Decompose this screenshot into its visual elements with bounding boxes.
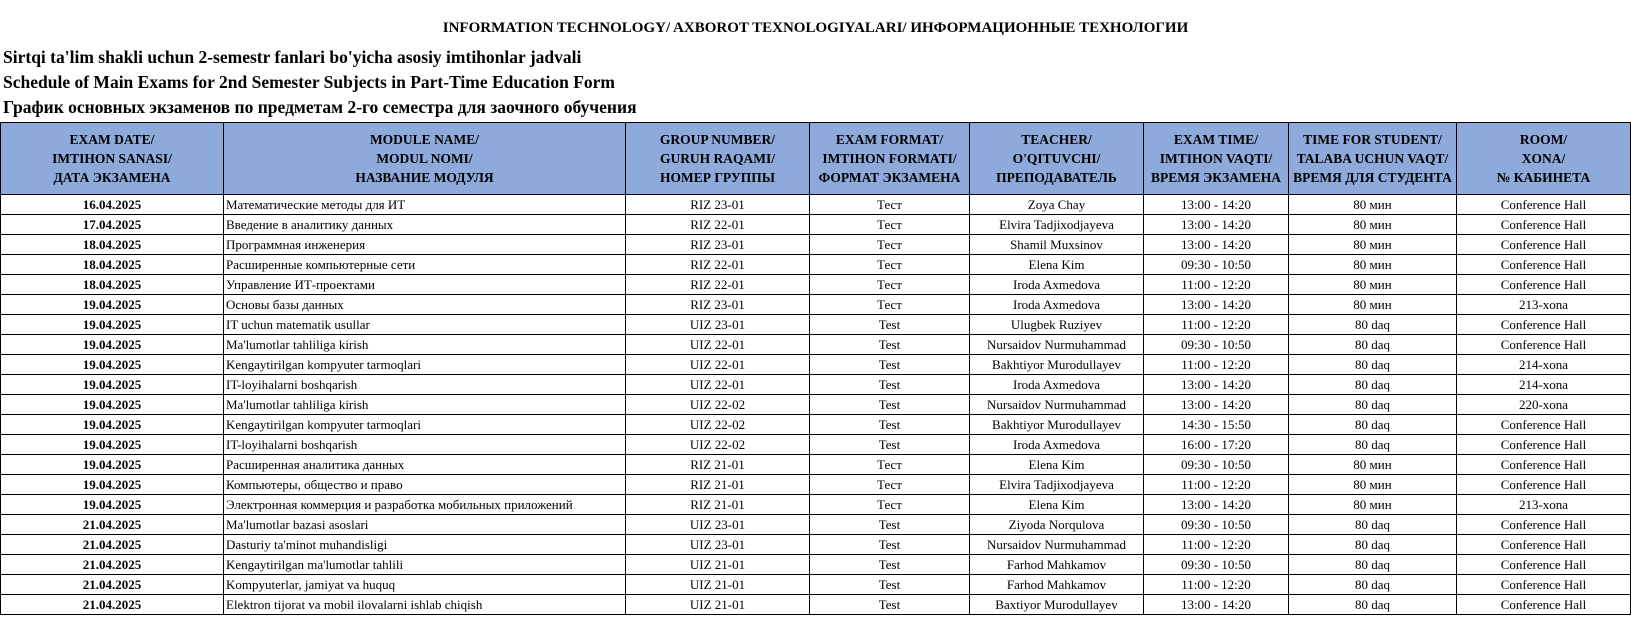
teacher-cell: Nursaidov Nurmuhammad <box>970 395 1144 415</box>
exam-format-cell: Test <box>810 395 970 415</box>
room-cell: Conference Hall <box>1457 415 1631 435</box>
exam-date-cell: 18.04.2025 <box>1 275 224 295</box>
exam-date-cell: 19.04.2025 <box>1 295 224 315</box>
exam-format-cell: Тест <box>810 295 970 315</box>
room-cell: 214-xona <box>1457 375 1631 395</box>
room-cell: Conference Hall <box>1457 435 1631 455</box>
col-header-line: TEACHER/ <box>1021 132 1092 147</box>
module-name-cell: Математические методы для ИТ <box>224 195 626 215</box>
exam-date-cell: 19.04.2025 <box>1 395 224 415</box>
group-number-cell: UIZ 23-01 <box>626 535 810 555</box>
student-time-cell: 80 daq <box>1289 375 1457 395</box>
student-time-cell: 80 daq <box>1289 395 1457 415</box>
exam-format-cell: Тест <box>810 495 970 515</box>
group-number-cell: UIZ 23-01 <box>626 515 810 535</box>
room-cell: Conference Hall <box>1457 195 1631 215</box>
exam-format-cell: Тест <box>810 455 970 475</box>
exam-date-cell: 19.04.2025 <box>1 415 224 435</box>
teacher-cell: Shamil Muxsinov <box>970 235 1144 255</box>
module-name-cell: Расширенная аналитика данных <box>224 455 626 475</box>
exam-time-cell: 16:00 - 17:20 <box>1144 435 1289 455</box>
teacher-cell: Elvira Tadjixodjayeva <box>970 215 1144 235</box>
room-cell: Conference Hall <box>1457 335 1631 355</box>
col-header-line: IMTIHON FORMATI/ <box>822 151 957 166</box>
room-cell: Conference Hall <box>1457 535 1631 555</box>
table-row <box>1 295 1631 315</box>
student-time-cell: 80 мин <box>1289 475 1457 495</box>
table-row <box>1 255 1631 275</box>
group-number-cell: UIZ 22-01 <box>626 375 810 395</box>
col-header-line: TIME FOR STUDENT/ <box>1303 132 1442 147</box>
col-header-line: ROOM/ <box>1519 132 1568 147</box>
exam-date-cell: 19.04.2025 <box>1 435 224 455</box>
exam-date-cell: 21.04.2025 <box>1 515 224 535</box>
exam-time-cell: 13:00 - 14:20 <box>1144 295 1289 315</box>
student-time-cell: 80 daq <box>1289 595 1457 615</box>
module-name-cell: IT-loyihalarni boshqarish <box>224 375 626 395</box>
student-time-cell: 80 мин <box>1289 495 1457 515</box>
exam-date-cell: 19.04.2025 <box>1 355 224 375</box>
group-number-cell: RIZ 21-01 <box>626 455 810 475</box>
table-row <box>1 435 1631 455</box>
exam-time-cell: 09:30 - 10:50 <box>1144 335 1289 355</box>
col-header-line: GURUH RAQAMI/ <box>659 151 776 166</box>
exam-schedule-table <box>0 122 1631 615</box>
col-header-line: TALABA UCHUN VAQT/ <box>1296 151 1449 166</box>
col-header-line: НОМЕР ГРУППЫ <box>659 170 776 185</box>
teacher-cell: Ziyoda Norqulova <box>970 515 1144 535</box>
col-header-line: O'QITUVCHI/ <box>1012 151 1101 166</box>
group-number-cell: RIZ 22-01 <box>626 255 810 275</box>
page-title: INFORMATION TECHNOLOGY/ AXBOROT TEXNOLOGIYALARI/ ИНФОРМАЦИОННЫЕ ТЕХНОЛОГИИ <box>442 20 1189 36</box>
table-row <box>1 375 1631 395</box>
col-header-line: EXAM TIME/ <box>1173 132 1259 147</box>
exam-format-cell: Test <box>810 415 970 435</box>
subtitle-uz: Sirtqi ta'lim shakli uchun 2-semestr fanlari bo'yicha asosiy imtihonlar jadvali <box>3 47 582 67</box>
exam-time-cell: 13:00 - 14:20 <box>1144 495 1289 515</box>
exam-time-cell: 09:30 - 10:50 <box>1144 515 1289 535</box>
table-row <box>1 355 1631 375</box>
col-header-line: GROUP NUMBER/ <box>659 132 776 147</box>
table-row <box>1 595 1631 615</box>
module-name-cell: Kengaytirilgan kompyuter tarmoqlari <box>224 355 626 375</box>
subtitle-en: Schedule of Main Exams for 2nd Semester Subjects in Part-Time Education Form <box>3 72 615 92</box>
group-number-cell: UIZ 22-01 <box>626 335 810 355</box>
exam-date-cell: 21.04.2025 <box>1 555 224 575</box>
exam-format-cell: Тест <box>810 475 970 495</box>
group-number-cell: RIZ 21-01 <box>626 475 810 495</box>
room-cell: Conference Hall <box>1457 555 1631 575</box>
group-number-cell: RIZ 23-01 <box>626 295 810 315</box>
module-name-cell: Электронная коммерция и разработка мобильных приложений <box>224 495 626 515</box>
group-number-cell: RIZ 23-01 <box>626 195 810 215</box>
teacher-cell: Ulugbek Ruziyev <box>970 315 1144 335</box>
teacher-cell: Iroda Axmedova <box>970 435 1144 455</box>
module-name-cell: Расширенные компьютерные сети <box>224 255 626 275</box>
exam-time-cell: 13:00 - 14:20 <box>1144 375 1289 395</box>
col-header-line: ВРЕМЯ ДЛЯ СТУДЕНТА <box>1293 170 1452 185</box>
group-number-cell: UIZ 23-01 <box>626 315 810 335</box>
exam-time-cell: 13:00 - 14:20 <box>1144 595 1289 615</box>
exam-format-cell: Test <box>810 515 970 535</box>
col-exam-time <box>1144 123 1289 195</box>
col-header-line: MODUL NOMI/ <box>376 151 473 166</box>
exam-format-cell: Тест <box>810 255 970 275</box>
module-name-cell: Elektron tijorat va mobil ilovalarni ishlab chiqish <box>224 595 626 615</box>
room-cell: Conference Hall <box>1457 455 1631 475</box>
exam-format-cell: Тест <box>810 235 970 255</box>
teacher-cell: Iroda Axmedova <box>970 375 1144 395</box>
col-group-number <box>626 123 810 195</box>
table-row <box>1 235 1631 255</box>
teacher-cell: Bakhtiyor Murodullayev <box>970 355 1144 375</box>
room-cell: Conference Hall <box>1457 515 1631 535</box>
table-body <box>1 195 1631 615</box>
table-row <box>1 535 1631 555</box>
module-name-cell: Dasturiy ta'minot muhandisligi <box>224 535 626 555</box>
student-time-cell: 80 мин <box>1289 455 1457 475</box>
col-exam-date <box>1 123 224 195</box>
exam-format-cell: Test <box>810 335 970 355</box>
student-time-cell: 80 мин <box>1289 195 1457 215</box>
exam-time-cell: 11:00 - 12:20 <box>1144 315 1289 335</box>
group-number-cell: RIZ 23-01 <box>626 235 810 255</box>
group-number-cell: UIZ 22-02 <box>626 415 810 435</box>
table-row <box>1 555 1631 575</box>
teacher-cell: Elena Kim <box>970 255 1144 275</box>
exam-date-cell: 19.04.2025 <box>1 315 224 335</box>
teacher-cell: Zoya Chay <box>970 195 1144 215</box>
exam-format-cell: Тест <box>810 275 970 295</box>
module-name-cell: Kompyuterlar, jamiyat va huquq <box>224 575 626 595</box>
exam-date-cell: 19.04.2025 <box>1 335 224 355</box>
room-cell: Conference Hall <box>1457 575 1631 595</box>
exam-format-cell: Test <box>810 375 970 395</box>
teacher-cell: Nursaidov Nurmuhammad <box>970 335 1144 355</box>
module-name-cell: Ma'lumotlar bazasi asoslari <box>224 515 626 535</box>
teacher-cell: Elvira Tadjixodjayeva <box>970 475 1144 495</box>
module-name-cell: Введение в аналитику данных <box>224 215 626 235</box>
exam-date-cell: 19.04.2025 <box>1 475 224 495</box>
exam-time-cell: 09:30 - 10:50 <box>1144 255 1289 275</box>
exam-date-cell: 19.04.2025 <box>1 495 224 515</box>
teacher-cell: Farhod Mahkamov <box>970 555 1144 575</box>
room-cell: 214-xona <box>1457 355 1631 375</box>
teacher-cell: Farhod Mahkamov <box>970 575 1144 595</box>
exam-format-cell: Test <box>810 555 970 575</box>
col-header-line: № КАБИНЕТА <box>1496 170 1591 185</box>
student-time-cell: 80 daq <box>1289 355 1457 375</box>
table-row <box>1 495 1631 515</box>
room-cell: 213-xona <box>1457 295 1631 315</box>
teacher-cell: Iroda Axmedova <box>970 295 1144 315</box>
exam-date-cell: 21.04.2025 <box>1 595 224 615</box>
exam-format-cell: Test <box>810 535 970 555</box>
group-number-cell: UIZ 22-02 <box>626 395 810 415</box>
col-header-line: EXAM DATE/ <box>69 132 155 147</box>
student-time-cell: 80 daq <box>1289 555 1457 575</box>
teacher-cell: Elena Kim <box>970 495 1144 515</box>
table-row <box>1 415 1631 435</box>
group-number-cell: RIZ 21-01 <box>626 495 810 515</box>
exam-date-cell: 19.04.2025 <box>1 375 224 395</box>
module-name-cell: Основы базы данных <box>224 295 626 315</box>
room-cell: Conference Hall <box>1457 315 1631 335</box>
col-exam-format <box>810 123 970 195</box>
room-cell: Conference Hall <box>1457 235 1631 255</box>
module-name-cell: Компьютеры, общество и право <box>224 475 626 495</box>
exam-time-cell: 11:00 - 12:20 <box>1144 575 1289 595</box>
module-name-cell: IT-loyihalarni boshqarish <box>224 435 626 455</box>
col-header-line: ВРЕМЯ ЭКЗАМЕНА <box>1151 170 1281 185</box>
exam-date-cell: 16.04.2025 <box>1 195 224 215</box>
exam-format-cell: Тест <box>810 195 970 215</box>
exam-format-cell: Test <box>810 595 970 615</box>
table-row <box>1 455 1631 475</box>
exam-date-cell: 17.04.2025 <box>1 215 224 235</box>
table-header-row <box>1 123 1631 195</box>
col-header-line: ФОРМАТ ЭКЗАМЕНА <box>818 170 961 185</box>
exam-format-cell: Test <box>810 355 970 375</box>
module-name-cell: Программная инженерия <box>224 235 626 255</box>
col-header-line: ПРЕПОДАВАТЕЛЬ <box>996 170 1117 185</box>
room-cell: Conference Hall <box>1457 255 1631 275</box>
exam-time-cell: 11:00 - 12:20 <box>1144 475 1289 495</box>
table-row <box>1 515 1631 535</box>
table-row <box>1 315 1631 335</box>
exam-time-cell: 13:00 - 14:20 <box>1144 395 1289 415</box>
student-time-cell: 80 мин <box>1289 295 1457 315</box>
subtitle-ru: График основных экзаменов по предметам 2-го семестра для заочного обучения <box>3 97 637 117</box>
col-header-line: EXAM FORMAT/ <box>835 132 944 147</box>
table-row <box>1 395 1631 415</box>
teacher-cell: Iroda Axmedova <box>970 275 1144 295</box>
exam-time-cell: 13:00 - 14:20 <box>1144 215 1289 235</box>
exam-format-cell: Тест <box>810 215 970 235</box>
teacher-cell: Bakhtiyor Murodullayev <box>970 415 1144 435</box>
col-header-line: НАЗВАНИЕ МОДУЛЯ <box>355 170 494 185</box>
student-time-cell: 80 мин <box>1289 255 1457 275</box>
exam-date-cell: 18.04.2025 <box>1 255 224 275</box>
col-module-name <box>224 123 626 195</box>
student-time-cell: 80 daq <box>1289 435 1457 455</box>
exam-format-cell: Test <box>810 575 970 595</box>
module-name-cell: Управление ИТ-проектами <box>224 275 626 295</box>
table-row <box>1 275 1631 295</box>
group-number-cell: RIZ 22-01 <box>626 215 810 235</box>
exam-time-cell: 13:00 - 14:20 <box>1144 235 1289 255</box>
exam-time-cell: 14:30 - 15:50 <box>1144 415 1289 435</box>
group-number-cell: UIZ 21-01 <box>626 575 810 595</box>
exam-time-cell: 13:00 - 14:20 <box>1144 195 1289 215</box>
module-name-cell: Ma'lumotlar tahliliga kirish <box>224 335 626 355</box>
group-number-cell: UIZ 22-02 <box>626 435 810 455</box>
exam-time-cell: 11:00 - 12:20 <box>1144 535 1289 555</box>
group-number-cell: UIZ 22-01 <box>626 355 810 375</box>
student-time-cell: 80 мин <box>1289 235 1457 255</box>
room-cell: Conference Hall <box>1457 215 1631 235</box>
student-time-cell: 80 daq <box>1289 335 1457 355</box>
exam-format-cell: Test <box>810 435 970 455</box>
student-time-cell: 80 daq <box>1289 575 1457 595</box>
module-name-cell: Kengaytirilgan ma'lumotlar tahlili <box>224 555 626 575</box>
exam-time-cell: 11:00 - 12:20 <box>1144 355 1289 375</box>
student-time-cell: 80 daq <box>1289 515 1457 535</box>
module-name-cell: Ma'lumotlar tahliliga kirish <box>224 395 626 415</box>
table-row <box>1 335 1631 355</box>
teacher-cell: Baxtiyor Murodullayev <box>970 595 1144 615</box>
table-row <box>1 195 1631 215</box>
exam-date-cell: 21.04.2025 <box>1 575 224 595</box>
col-header-line: IMTIHON VAQTI/ <box>1159 151 1273 166</box>
table-row <box>1 575 1631 595</box>
module-name-cell: IT uchun matematik usullar <box>224 315 626 335</box>
group-number-cell: UIZ 21-01 <box>626 555 810 575</box>
exam-date-cell: 21.04.2025 <box>1 535 224 555</box>
exam-date-cell: 19.04.2025 <box>1 455 224 475</box>
exam-format-cell: Test <box>810 315 970 335</box>
col-header-line: MODULE NAME/ <box>369 132 480 147</box>
student-time-cell: 80 мин <box>1289 275 1457 295</box>
student-time-cell: 80 daq <box>1289 415 1457 435</box>
group-number-cell: UIZ 21-01 <box>626 595 810 615</box>
group-number-cell: RIZ 22-01 <box>626 275 810 295</box>
student-time-cell: 80 daq <box>1289 535 1457 555</box>
module-name-cell: Kengaytirilgan kompyuter tarmoqlari <box>224 415 626 435</box>
room-cell: Conference Hall <box>1457 475 1631 495</box>
exam-date-cell: 18.04.2025 <box>1 235 224 255</box>
exam-time-cell: 11:00 - 12:20 <box>1144 275 1289 295</box>
student-time-cell: 80 мин <box>1289 215 1457 235</box>
col-room <box>1457 123 1631 195</box>
student-time-cell: 80 daq <box>1289 315 1457 335</box>
col-header-line: IMTIHON SANASI/ <box>52 151 172 166</box>
col-header-line: ДАТА ЭКЗАМЕНА <box>53 170 171 185</box>
table-row <box>1 475 1631 495</box>
exam-time-cell: 09:30 - 10:50 <box>1144 555 1289 575</box>
room-cell: 220-xona <box>1457 395 1631 415</box>
room-cell: Conference Hall <box>1457 275 1631 295</box>
room-cell: Conference Hall <box>1457 595 1631 615</box>
col-teacher <box>970 123 1144 195</box>
teacher-cell: Nursaidov Nurmuhammad <box>970 535 1144 555</box>
col-header-line: XONA/ <box>1521 151 1566 166</box>
col-time-for-student <box>1289 123 1457 195</box>
room-cell: 213-xona <box>1457 495 1631 515</box>
exam-time-cell: 09:30 - 10:50 <box>1144 455 1289 475</box>
teacher-cell: Elena Kim <box>970 455 1144 475</box>
table-row <box>1 215 1631 235</box>
